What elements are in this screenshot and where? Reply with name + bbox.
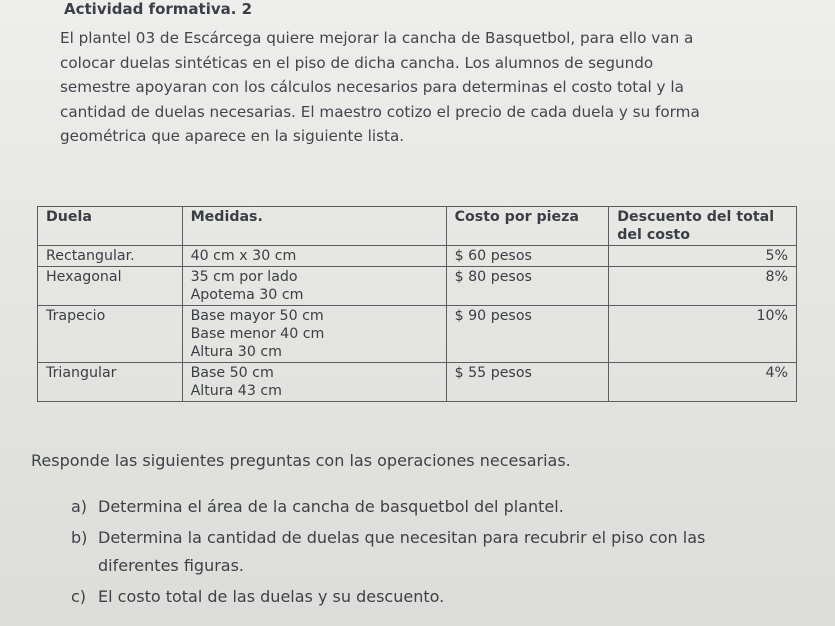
cell-costo: $ 60 pesos — [446, 246, 609, 267]
header-descuento — [609, 207, 797, 246]
header-descuento-line1: Descuento del total — [617, 209, 775, 225]
medida-line: Base mayor 50 cm — [190, 308, 324, 324]
cell-descuento: 10% — [609, 306, 797, 363]
cell-duela: Hexagonal — [38, 267, 183, 306]
header-costo: Costo por pieza — [446, 207, 609, 246]
header-duela: Duela — [38, 207, 183, 246]
medida-line: 40 cm x 30 cm — [190, 248, 297, 264]
questions-instruction: Responde las siguientes preguntas con las operaciones necesarias. — [31, 451, 571, 470]
cell-costo: $ 55 pesos — [446, 363, 609, 402]
question-text: El costo total de las duelas y su descuento. — [98, 587, 445, 606]
header-medidas: Medidas. — [182, 207, 446, 246]
intro-line: colocar duelas sintéticas en el piso de dicha cancha. Los alumnos de segundo — [60, 53, 654, 72]
activity-heading: Actividad formativa. 2 — [64, 0, 253, 18]
cell-descuento: 4% — [609, 363, 797, 402]
table-row — [38, 246, 797, 267]
question-b — [71, 528, 705, 547]
table-header-row — [38, 207, 797, 246]
cell-medidas — [182, 363, 446, 402]
intro-line: geométrica que aparece en la siguiente lista. — [60, 127, 405, 145]
medida-line: Altura 30 cm — [190, 344, 282, 360]
price-table — [37, 206, 797, 402]
cell-descuento: 8% — [609, 267, 797, 306]
cell-duela: Rectangular. — [38, 246, 183, 267]
cell-medidas — [182, 306, 446, 363]
header-descuento-line2: del costo — [617, 227, 690, 243]
question-text: Determina la cantidad de duelas que necesitan para recubrir el piso con las — [98, 528, 706, 547]
cell-duela: Trapecio — [38, 306, 183, 363]
intro-line: semestre apoyaran con los cálculos necesarios para determinas el costo total y la — [60, 78, 684, 96]
medida-line: Base 50 cm — [190, 365, 274, 381]
cell-medidas — [182, 246, 446, 267]
question-a — [71, 497, 564, 516]
intro-line: El plantel 03 de Escárcega quiere mejorar la cancha de Basquetbol, para ello van a — [60, 29, 694, 47]
question-letter: a) — [71, 497, 88, 516]
question-letter: c) — [71, 587, 87, 606]
intro-paragraph — [60, 26, 788, 149]
table-row — [38, 267, 797, 306]
question-letter: b) — [71, 528, 88, 547]
question-b-continuation: diferentes figuras. — [98, 556, 245, 575]
cell-costo: $ 80 pesos — [446, 267, 609, 306]
question-c — [71, 587, 444, 606]
medida-line: 35 cm por lado — [190, 269, 298, 285]
cell-descuento: 5% — [609, 246, 797, 267]
question-text: Determina el área de la cancha de basquetbol del plantel. — [98, 497, 564, 516]
medida-line: Base menor 40 cm — [190, 326, 325, 342]
cell-medidas — [182, 267, 446, 306]
cell-duela: Triangular — [38, 363, 183, 402]
medida-line: Altura 43 cm — [190, 383, 282, 399]
table-row — [38, 306, 797, 363]
cell-costo: $ 90 pesos — [446, 306, 609, 363]
intro-line: cantidad de duelas necesarias. El maestro cotizo el precio de cada duela y su forma — [60, 102, 700, 121]
table-row — [38, 363, 797, 402]
medida-line: Apotema 30 cm — [190, 287, 304, 303]
